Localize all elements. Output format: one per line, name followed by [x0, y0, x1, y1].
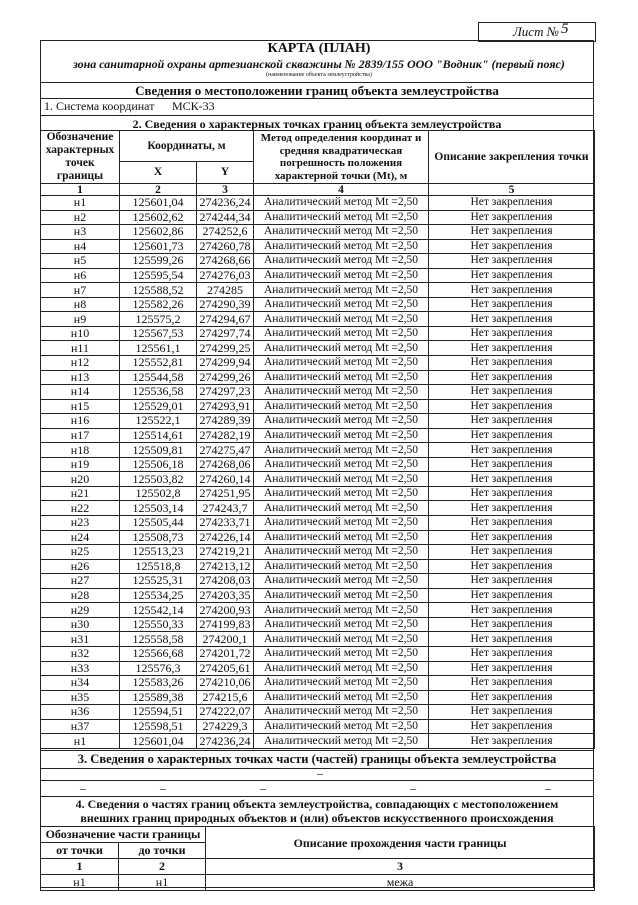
x-cell: 125503,82 — [120, 472, 197, 487]
table-row — [41, 705, 595, 720]
desc-cell: Нет закрепления — [429, 268, 595, 283]
desc-cell: Нет закрепления — [429, 414, 595, 429]
x-cell: 125529,01 — [120, 399, 197, 414]
y-cell: 274226,14 — [197, 530, 254, 545]
point-cell: н8 — [41, 297, 120, 312]
table-row — [41, 501, 595, 516]
x-cell: 125534,25 — [120, 588, 197, 603]
x-cell: 125505,44 — [120, 516, 197, 531]
x-cell: 125601,04 — [120, 734, 197, 749]
x-cell: 125542,14 — [120, 603, 197, 618]
x-cell: 125513,23 — [120, 545, 197, 560]
col-num: 3 — [206, 859, 595, 875]
method-cell: Аналитический метод Mt =2,50 — [254, 399, 429, 414]
col-header-from: от точки — [41, 843, 119, 859]
method-cell: Аналитический метод Mt =2,50 — [254, 588, 429, 603]
y-cell: 274294,67 — [197, 312, 254, 327]
desc-cell: Нет закрепления — [429, 312, 595, 327]
method-cell: Аналитический метод Mt =2,50 — [254, 516, 429, 531]
y-cell: 274244,34 — [197, 210, 254, 225]
method-cell: Аналитический метод Mt =2,50 — [254, 239, 429, 254]
point-cell: н31 — [41, 632, 120, 647]
table-row — [41, 210, 595, 225]
desc-cell: Нет закрепления — [429, 370, 595, 385]
desc-cell: Нет закрепления — [429, 399, 595, 414]
point-cell: н37 — [41, 719, 120, 734]
x-cell: 125595,54 — [120, 268, 197, 283]
section4-title-line2: внешних границ природных объектов и (или) объектов искусственного происхождения — [80, 811, 554, 825]
x-cell: 125583,26 — [120, 676, 197, 691]
y-cell: 274229,3 — [197, 719, 254, 734]
table-row — [41, 312, 595, 327]
desc-cell: Нет закрепления — [429, 719, 595, 734]
desc-cell: Нет закрепления — [429, 705, 595, 720]
table-row — [41, 603, 595, 618]
y-cell: 274222,07 — [197, 705, 254, 720]
y-cell: 274297,74 — [197, 326, 254, 341]
desc-cell: Нет закрепления — [429, 530, 595, 545]
table-row — [41, 196, 595, 211]
method-cell: Аналитический метод Mt =2,50 — [254, 283, 429, 298]
table-row — [41, 385, 595, 400]
method-cell: Аналитический метод Mt =2,50 — [254, 356, 429, 371]
table-row — [41, 632, 595, 647]
point-cell: н24 — [41, 530, 120, 545]
desc-cell: Нет закрепления — [429, 559, 595, 574]
x-cell: 125550,33 — [120, 617, 197, 632]
col-header-to: до точки — [119, 843, 206, 859]
col-num: 2 — [119, 859, 206, 875]
desc-cell: Нет закрепления — [429, 646, 595, 661]
x-cell: 125576,3 — [120, 661, 197, 676]
desc-cell: Нет закрепления — [429, 617, 595, 632]
table-row — [41, 734, 595, 749]
point-cell: н2 — [41, 210, 120, 225]
x-cell: 125544,58 — [120, 370, 197, 385]
x-cell: 125582,26 — [120, 297, 197, 312]
method-cell: Аналитический метод Mt =2,50 — [254, 646, 429, 661]
subtitle-caption: (наименование объекта землеустройства) — [266, 72, 372, 78]
method-cell: Аналитический метод Mt =2,50 — [254, 414, 429, 429]
y-cell: 274251,95 — [197, 486, 254, 501]
point-cell: н10 — [41, 326, 120, 341]
x-cell: 125522,1 — [120, 414, 197, 429]
y-cell: 274200,93 — [197, 603, 254, 618]
desc-cell: Нет закрепления — [429, 283, 595, 298]
method-cell: Аналитический метод Mt =2,50 — [254, 545, 429, 560]
col-header-part: Обозначение части границы — [41, 827, 206, 843]
desc-cell: Нет закрепления — [429, 501, 595, 516]
x-cell: 125601,73 — [120, 239, 197, 254]
col-num: 1 — [41, 184, 120, 196]
method-cell: Аналитический метод Mt =2,50 — [254, 574, 429, 589]
point-cell: н27 — [41, 574, 120, 589]
method-cell: Аналитический метод Mt =2,50 — [254, 254, 429, 269]
point-cell: н7 — [41, 283, 120, 298]
point-cell: н32 — [41, 646, 120, 661]
desc-cell: Нет закрепления — [429, 225, 595, 240]
y-cell: 274260,14 — [197, 472, 254, 487]
table-row — [41, 254, 595, 269]
table-row — [41, 617, 595, 632]
y-cell: 274199,83 — [197, 617, 254, 632]
method-cell: Аналитический метод Mt =2,50 — [254, 268, 429, 283]
table-row — [41, 297, 595, 312]
x-cell: 125575,2 — [120, 312, 197, 327]
table-row — [41, 326, 595, 341]
method-cell: Аналитический метод Mt =2,50 — [254, 501, 429, 516]
col-num: 4 — [254, 184, 429, 196]
desc-cell: Нет закрепления — [429, 676, 595, 691]
method-cell: Аналитический метод Mt =2,50 — [254, 705, 429, 720]
desc-cell: Нет закрепления — [429, 545, 595, 560]
coord-system-label: 1. Система координат — [44, 99, 155, 113]
point-cell: н14 — [41, 385, 120, 400]
desc-cell: Нет закрепления — [429, 356, 595, 371]
col-num: 5 — [429, 184, 595, 196]
table-row — [41, 530, 595, 545]
point-cell: н35 — [41, 690, 120, 705]
point-cell: н12 — [41, 356, 120, 371]
document-title: КАРТА (ПЛАН) — [267, 41, 371, 56]
y-cell: 274219,21 — [197, 545, 254, 560]
point-cell: н13 — [41, 370, 120, 385]
method-cell: Аналитический метод Mt =2,50 — [254, 632, 429, 647]
table-row — [41, 719, 595, 734]
table-row — [41, 545, 595, 560]
table-row — [41, 283, 595, 298]
method-cell: Аналитический метод Mt =2,50 — [254, 297, 429, 312]
coord-system-value: МСК-33 — [172, 99, 215, 113]
method-cell: Аналитический метод Mt =2,50 — [254, 443, 429, 458]
x-cell: 125561,1 — [120, 341, 197, 356]
x-cell: 125509,81 — [120, 443, 197, 458]
table-row — [41, 239, 595, 254]
y-cell: 274203,35 — [197, 588, 254, 603]
col-header-method: Метод определения координат и средняя квадратическая погрешность положения характерной точки (Mt), м — [254, 131, 429, 184]
x-cell: 125566,68 — [120, 646, 197, 661]
x-cell: 125552,81 — [120, 356, 197, 371]
section3-cell: – — [80, 781, 86, 795]
desc-cell: Нет закрепления — [429, 457, 595, 472]
y-cell: 274205,61 — [197, 661, 254, 676]
table-row — [41, 370, 595, 385]
table-row — [41, 574, 595, 589]
sheet-number-box — [478, 22, 596, 42]
desc-cell: Нет закрепления — [429, 516, 595, 531]
y-cell: 274293,91 — [197, 399, 254, 414]
table-row — [41, 356, 595, 371]
y-cell: 274289,39 — [197, 414, 254, 429]
method-cell: Аналитический метод Mt =2,50 — [254, 326, 429, 341]
method-cell: Аналитический метод Mt =2,50 — [254, 486, 429, 501]
part-desc: межа — [206, 875, 595, 891]
part-from: н1 — [41, 875, 119, 891]
y-cell: 274299,25 — [197, 341, 254, 356]
y-cell: 274233,71 — [197, 516, 254, 531]
point-cell: н18 — [41, 443, 120, 458]
point-cell: н1 — [41, 734, 120, 749]
point-cell: н19 — [41, 457, 120, 472]
x-cell: 125506,18 — [120, 457, 197, 472]
point-cell: н34 — [41, 676, 120, 691]
point-cell: н26 — [41, 559, 120, 574]
point-cell: н9 — [41, 312, 120, 327]
desc-cell: Нет закрепления — [429, 239, 595, 254]
method-cell: Аналитический метод Mt =2,50 — [254, 312, 429, 327]
point-cell: н4 — [41, 239, 120, 254]
point-cell: н3 — [41, 225, 120, 240]
y-cell: 274285 — [197, 283, 254, 298]
table-row — [41, 486, 595, 501]
table-row — [41, 661, 595, 676]
point-cell: н1 — [41, 196, 120, 211]
method-cell: Аналитический метод Mt =2,50 — [254, 385, 429, 400]
col-header-part-desc: Описание прохождения части границы — [206, 827, 595, 859]
method-cell: Аналитический метод Mt =2,50 — [254, 225, 429, 240]
y-cell: 274282,19 — [197, 428, 254, 443]
y-cell: 274236,24 — [197, 196, 254, 211]
y-cell: 274268,66 — [197, 254, 254, 269]
col-num: 2 — [120, 184, 197, 196]
x-cell: 125514,61 — [120, 428, 197, 443]
table-row — [41, 428, 595, 443]
divider — [40, 780, 594, 781]
col-header-desc: Описание закрепления точки — [429, 131, 595, 184]
y-cell: 274299,94 — [197, 356, 254, 371]
desc-cell: Нет закрепления — [429, 661, 595, 676]
col-header-point: Обозначение характерных точек границы — [41, 131, 120, 184]
sheet-number: 5 — [561, 21, 569, 37]
table-row — [41, 559, 595, 574]
method-cell: Аналитический метод Mt =2,50 — [254, 676, 429, 691]
x-cell: 125588,52 — [120, 283, 197, 298]
point-cell: н28 — [41, 588, 120, 603]
point-cell: н11 — [41, 341, 120, 356]
desc-cell: Нет закрепления — [429, 443, 595, 458]
desc-cell: Нет закрепления — [429, 603, 595, 618]
table-row — [41, 443, 595, 458]
table-row — [41, 268, 595, 283]
table-row — [41, 341, 595, 356]
x-cell: 125602,86 — [120, 225, 197, 240]
method-cell: Аналитический метод Mt =2,50 — [254, 196, 429, 211]
y-cell: 274201,72 — [197, 646, 254, 661]
y-cell: 274275,47 — [197, 443, 254, 458]
section3-cell: – — [410, 781, 416, 795]
method-cell: Аналитический метод Mt =2,50 — [254, 428, 429, 443]
x-cell: 125536,58 — [120, 385, 197, 400]
x-cell: 125502,8 — [120, 486, 197, 501]
desc-cell: Нет закрепления — [429, 297, 595, 312]
document-subtitle: зона санитарной охраны артезианской скважины № 2839/155 ООО "Водник" (первый пояс) — [73, 57, 565, 71]
method-cell: Аналитический метод Mt =2,50 — [254, 370, 429, 385]
method-cell: Аналитический метод Mt =2,50 — [254, 719, 429, 734]
desc-cell: Нет закрепления — [429, 254, 595, 269]
section4-title-line1: 4. Сведения о частях границ объекта землеустройства, совпадающих с местоположением — [75, 797, 559, 811]
divider — [40, 115, 594, 116]
y-cell: 274276,03 — [197, 268, 254, 283]
table-row — [41, 690, 595, 705]
point-cell: н29 — [41, 603, 120, 618]
y-cell: 274297,23 — [197, 385, 254, 400]
y-cell: 274252,6 — [197, 225, 254, 240]
table-row — [41, 457, 595, 472]
desc-cell: Нет закрепления — [429, 196, 595, 211]
desc-cell: Нет закрепления — [429, 690, 595, 705]
section3-cell: – — [160, 781, 166, 795]
table-row — [41, 588, 595, 603]
point-cell: н22 — [41, 501, 120, 516]
method-cell: Аналитический метод Mt =2,50 — [254, 530, 429, 545]
method-cell: Аналитический метод Mt =2,50 — [254, 210, 429, 225]
x-cell: 125508,73 — [120, 530, 197, 545]
section3-cell: – — [545, 781, 551, 795]
x-cell: 125525,31 — [120, 574, 197, 589]
section3-dash: – — [317, 766, 323, 780]
point-cell: н20 — [41, 472, 120, 487]
method-cell: Аналитический метод Mt =2,50 — [254, 734, 429, 749]
section-main-title: Сведения о местоположении границ объекта землеустройства — [135, 83, 499, 98]
part-to: н1 — [119, 875, 206, 891]
table-row — [41, 676, 595, 691]
x-cell: 125518,8 — [120, 559, 197, 574]
table-row — [41, 472, 595, 487]
desc-cell: Нет закрепления — [429, 588, 595, 603]
divider — [40, 750, 594, 751]
y-cell: 274200,1 — [197, 632, 254, 647]
section2-title: 2. Сведения о характерных точках границ объекта землеустройства — [132, 117, 502, 131]
section3-cell: – — [260, 781, 266, 795]
desc-cell: Нет закрепления — [429, 486, 595, 501]
y-cell: 274208,03 — [197, 574, 254, 589]
desc-cell: Нет закрепления — [429, 632, 595, 647]
method-cell: Аналитический метод Mt =2,50 — [254, 457, 429, 472]
desc-cell: Нет закрепления — [429, 210, 595, 225]
x-cell: 125567,53 — [120, 326, 197, 341]
method-cell: Аналитический метод Mt =2,50 — [254, 341, 429, 356]
point-cell: н36 — [41, 705, 120, 720]
table-row — [41, 646, 595, 661]
point-cell: н6 — [41, 268, 120, 283]
section3-title: 3. Сведения о характерных точках части (частей) границы объекта землеустройства — [77, 752, 557, 766]
y-cell: 274236,24 — [197, 734, 254, 749]
x-cell: 125503,14 — [120, 501, 197, 516]
point-cell: н33 — [41, 661, 120, 676]
point-cell: н25 — [41, 545, 120, 560]
method-cell: Аналитический метод Mt =2,50 — [254, 472, 429, 487]
method-cell: Аналитический метод Mt =2,50 — [254, 690, 429, 705]
desc-cell: Нет закрепления — [429, 472, 595, 487]
desc-cell: Нет закрепления — [429, 574, 595, 589]
boundary-parts-table — [40, 826, 595, 891]
col-num: 1 — [41, 859, 119, 875]
x-cell: 125589,38 — [120, 690, 197, 705]
y-cell: 274299,26 — [197, 370, 254, 385]
method-cell: Аналитический метод Mt =2,50 — [254, 603, 429, 618]
point-cell: н21 — [41, 486, 120, 501]
point-cell: н23 — [41, 516, 120, 531]
col-header-x: X — [120, 162, 197, 184]
sheet-label: Лист № — [513, 24, 559, 39]
point-cell: н17 — [41, 428, 120, 443]
y-cell: 274290,39 — [197, 297, 254, 312]
table-row — [41, 516, 595, 531]
x-cell: 125599,26 — [120, 254, 197, 269]
y-cell: 274268,06 — [197, 457, 254, 472]
y-cell: 274243,7 — [197, 501, 254, 516]
y-cell: 274210,06 — [197, 676, 254, 691]
point-cell: н15 — [41, 399, 120, 414]
col-header-coords: Координаты, м — [120, 131, 254, 162]
y-cell: 274215,6 — [197, 690, 254, 705]
desc-cell: Нет закрепления — [429, 734, 595, 749]
table-row — [41, 414, 595, 429]
table-row — [41, 399, 595, 414]
x-cell: 125558,58 — [120, 632, 197, 647]
col-num: 3 — [197, 184, 254, 196]
method-cell: Аналитический метод Mt =2,50 — [254, 661, 429, 676]
y-cell: 274260,78 — [197, 239, 254, 254]
table-row — [41, 225, 595, 240]
point-cell: н30 — [41, 617, 120, 632]
y-cell: 274213,12 — [197, 559, 254, 574]
points-table — [40, 130, 595, 749]
method-cell: Аналитический метод Mt =2,50 — [254, 617, 429, 632]
x-cell: 125602,62 — [120, 210, 197, 225]
x-cell: 125598,51 — [120, 719, 197, 734]
col-header-y: Y — [197, 162, 254, 184]
method-cell: Аналитический метод Mt =2,50 — [254, 559, 429, 574]
desc-cell: Нет закрепления — [429, 341, 595, 356]
desc-cell: Нет закрепления — [429, 428, 595, 443]
desc-cell: Нет закрепления — [429, 326, 595, 341]
point-cell: н16 — [41, 414, 120, 429]
x-cell: 125601,04 — [120, 196, 197, 211]
desc-cell: Нет закрепления — [429, 385, 595, 400]
point-cell: н5 — [41, 254, 120, 269]
x-cell: 125594,51 — [120, 705, 197, 720]
